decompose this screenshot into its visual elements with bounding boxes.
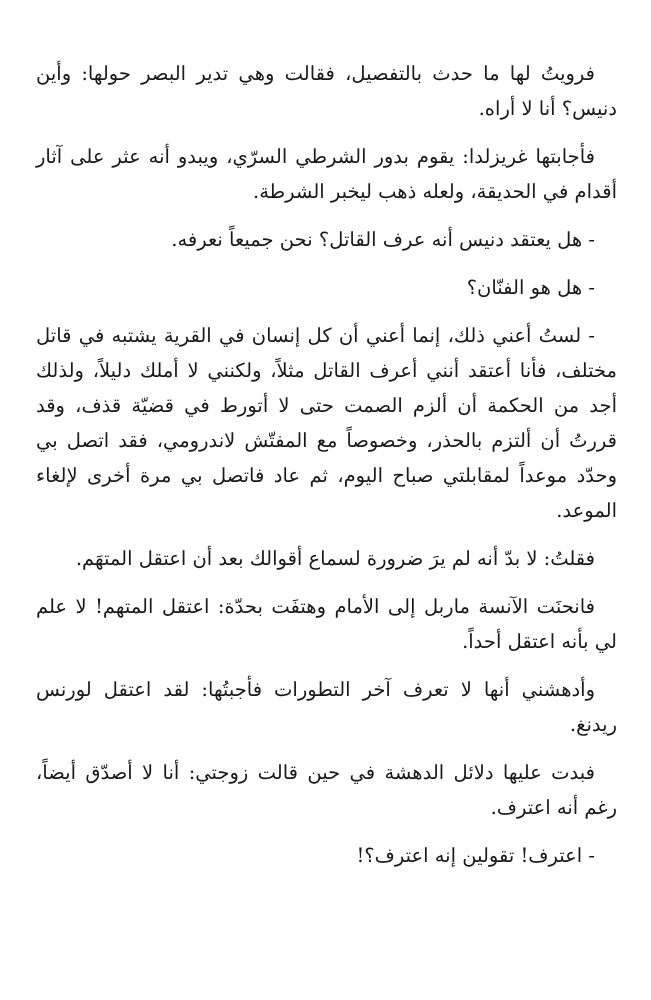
paragraph-6: فبدت عليها دلائل الدهشة في حين قالت زوجتي: أنا لا أصدّق أيضاً، رغم أنه اعترف. <box>36 761 617 819</box>
dialogue-line-1: - هل يعتقد دنيس أنه عرف القاتل؟ نحن جميعاً نعرفه. <box>171 228 595 251</box>
dialogue-line-3: - لستُ أعني ذلك، إنما أعني أن كل إنسان في القرية يشتبه في قاتل مختلف، فأنا أعتقد أنني أعرف القاتل مثلاً، ولكنني لا أملك دليلاً، ولذلك أجد من الحكمة أن ألزم الصمت حتى لا أتورط في قضيّة قذف، وقد قررتُ أن ألتزم بالحذر، وخصوصاً مع المفتّش لاندرومي، فقد اتصل بي وحدّد موعداً لمقابلتي صباح اليوم، ثم عاد فاتصل بي مرة أخرى لإلغاء الموعد. <box>36 324 617 522</box>
paragraph-2: فأجابتها غريزلدا: يقوم بدور الشرطي السرّي، ويبدو أنه عثر على آثار أقدام في الحديقة، ولعله ذهب ليخبر الشرطة. <box>36 145 617 203</box>
dialogue-line-4: - اعترف! تقولين إنه اعترف؟! <box>356 844 595 867</box>
dialogue-line-2: - هل هو الفنّان؟ <box>466 276 595 299</box>
paragraph-5: وأدهشني أنها لا تعرف آخر التطورات فأجبتُها: لقد اعتقل لورنس ريدنغ. <box>36 678 617 736</box>
paragraph-1: فرويتُ لها ما حدث بالتفصيل، فقالت وهي تدير البصر حولها: وأين دنيس؟ أنا لا أراه. <box>36 62 617 120</box>
paragraph-3: فقلتُ: لا بدّ أنه لم يرَ ضرورة لسماع أقوالك بعد أن اعتقل المتهَم. <box>75 547 595 570</box>
paragraph-4: فانحنَت الآنسة ماربل إلى الأمام وهتفَت بحدّة: اعتقل المتهم! لا علم لي بأنه اعتقل أحداً. <box>36 595 617 653</box>
